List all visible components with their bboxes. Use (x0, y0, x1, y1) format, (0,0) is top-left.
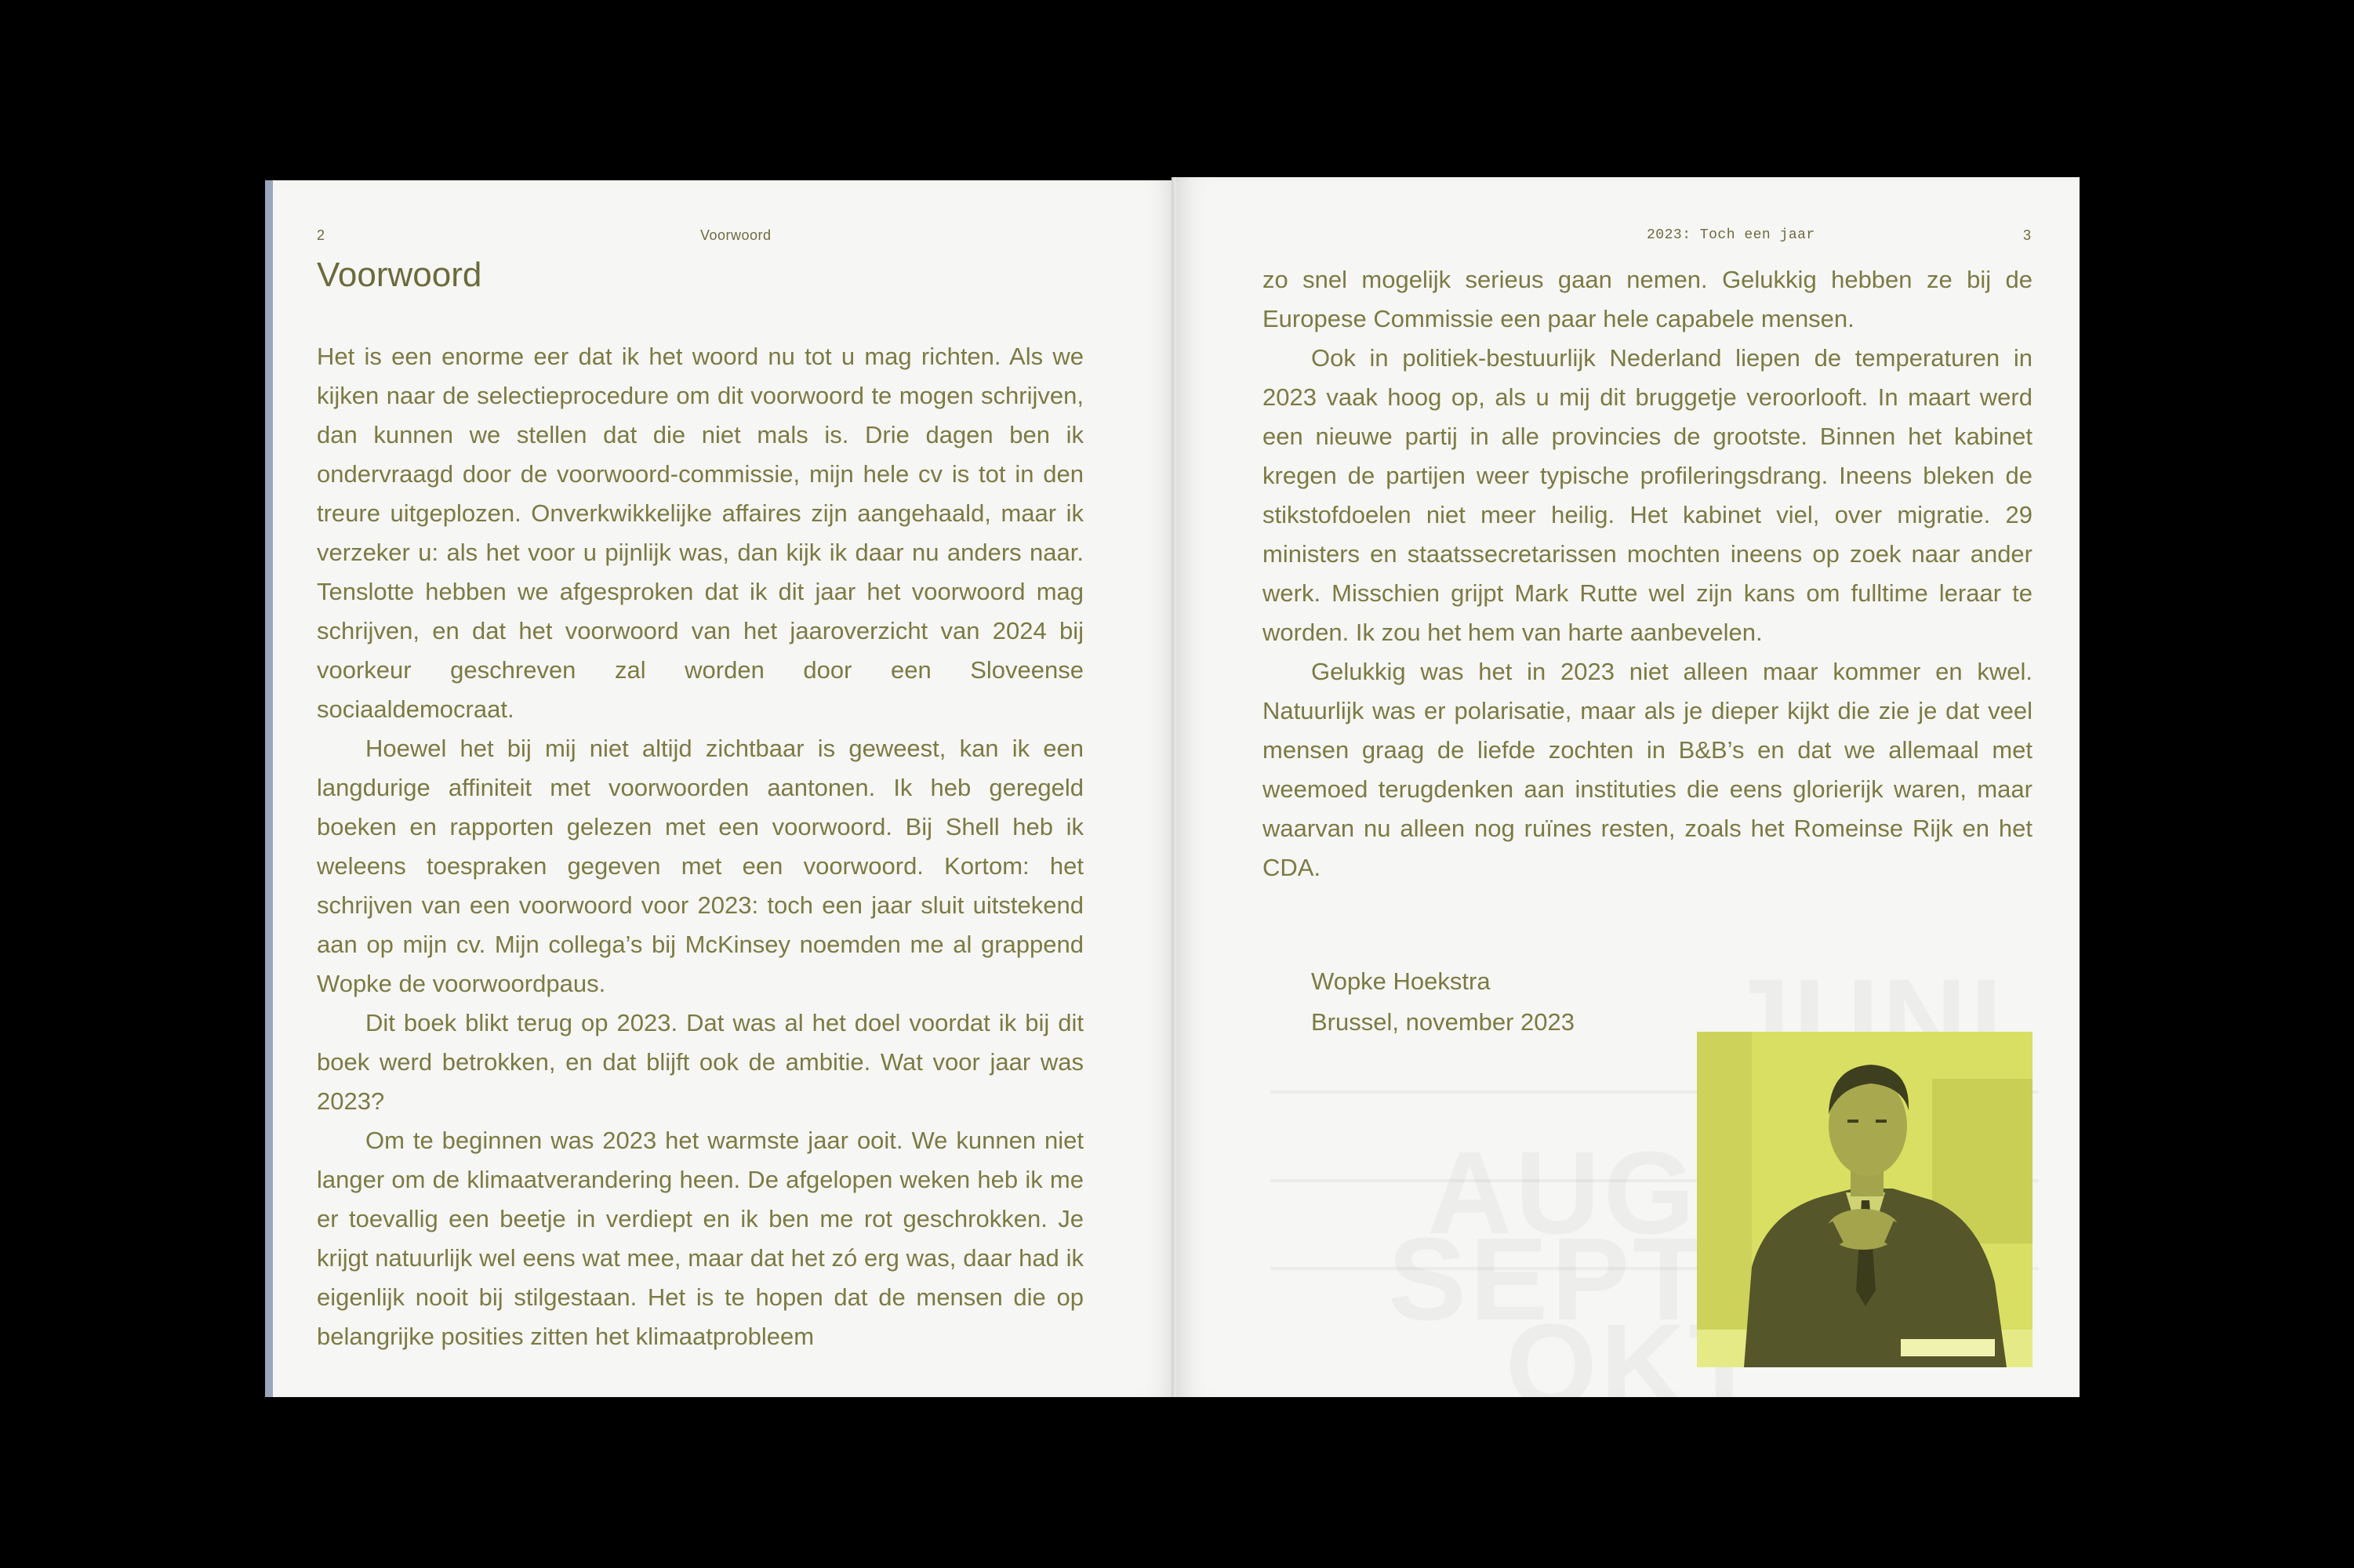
page-title: Voorwoord (317, 256, 482, 294)
paragraph: Om te beginnen was 2023 het warmste jaar ooit. We kunnen niet langer om de klimaatverandering heen. De afgelopen weken heb ik me er toevallig een beetje in verdiept en ik ben me rot geschrokken. Je krijgt natuurlijk wel eens wat mee, maar dat het zó erg was, daar had ik eigenlijk nooit bij stilgestaan. Het is te hopen dat de mensen die op belangrijke posities zitten het klimaatprobleem (317, 1127, 1084, 1350)
signature-place: Brussel, november 2023 (1311, 1008, 1575, 1036)
signature-name: Wopke Hoekstra (1311, 967, 1491, 995)
paragraph: zo snel mogelijk serieus gaan nemen. Gelukkig hebben ze bij de Europese Commissie een paar hele capabele mensen. (1262, 266, 2033, 332)
page-number-right: 3 (2023, 227, 2032, 243)
page-number-left: 2 (317, 227, 325, 243)
running-head-right: 2023: Toch een jaar (1647, 227, 1815, 243)
portrait-photo (1697, 1032, 2033, 1367)
running-head-left: Voorwoord (700, 227, 772, 243)
left-body-text (317, 337, 1084, 1356)
paragraph: Gelukkig was het in 2023 niet alleen maar kommer en kwel. Natuurlijk was er polarisatie, maar als je dieper kijkt die zie je dat veel mensen graag de liefde zochten in B&B’s en dat we allemaal met weemoed terugdenken aan instituties die eens glorierijk waren, maar waarvan nu alleen nog ruïnes resten, zoals het Romeinse Rijk en het CDA. (1262, 658, 2033, 881)
signature (1311, 961, 1575, 1043)
right-body-text (1262, 260, 2033, 887)
paragraph: Hoewel het bij mij niet altijd zichtbaar is geweest, kan ik een langdurige affiniteit met voorwoorden aantonen. Ik heb geregeld boeken en rapporten gelezen met een voorwoord. Bij Shell heb ik weleens toespraken gegeven met een voorwoord. Kortom: het schrijven van een voorwoord voor 2023: toch een jaar sluit uitstekend aan op mijn cv. Mijn collega’s bij McKinsey noemden me al grappend Wopke de voorwoordpaus. (317, 735, 1084, 997)
left-page (265, 180, 1176, 1397)
paragraph: Ook in politiek-bestuurlijk Nederland liepen de temperaturen in 2023 vaak hoog op, als u mij dit bruggetje veroorlooft. In maart werd een nieuwe partij in alle provincies de grootste. Binnen het kabinet kregen de partijen weer typische profileringsdrang. Ineens bleken de stikstofdoelen niet meer heilig. Het kabinet viel, over migratie. 29 ministers en staatssecretarissen mochten ineens op zoek naar ander werk. Misschien grijpt Mark Rutte wel zijn kans om fulltime leraar te worden. Ik zou het hem van harte aanbevelen. (1262, 344, 2033, 646)
paragraph: Het is een enorme eer dat ik het woord nu tot u mag richten. Als we kijken naar de selectieprocedure om dit voorwoord te mogen schrijven, dan kunnen we stellen dat die niet mals is. Drie dagen ben ik ondervraagd door de voorwoord-commissie, mijn hele cv is tot in den treure uitgeplozen. Onverkwikkelijke affaires zijn aangehaald, maar ik verzeker u: als het voor u pijnlijk was, dan kijk ik daar nu anders naar. Tenslotte hebben we afgesproken dat ik dit jaar het voorwoord mag schrijven, en dat het voorwoord van het jaaroverzicht van 2024 bij voorkeur geschreven zal worden door een Sloveense sociaaldemocraat. (317, 343, 1084, 723)
right-page (1176, 177, 2080, 1397)
paragraph: Dit boek blikt terug op 2023. Dat was al het doel voordat ik bij dit boek werd betrokken, en dat blijft ook de ambitie. Wat voor jaar was 2023? (317, 1009, 1084, 1115)
